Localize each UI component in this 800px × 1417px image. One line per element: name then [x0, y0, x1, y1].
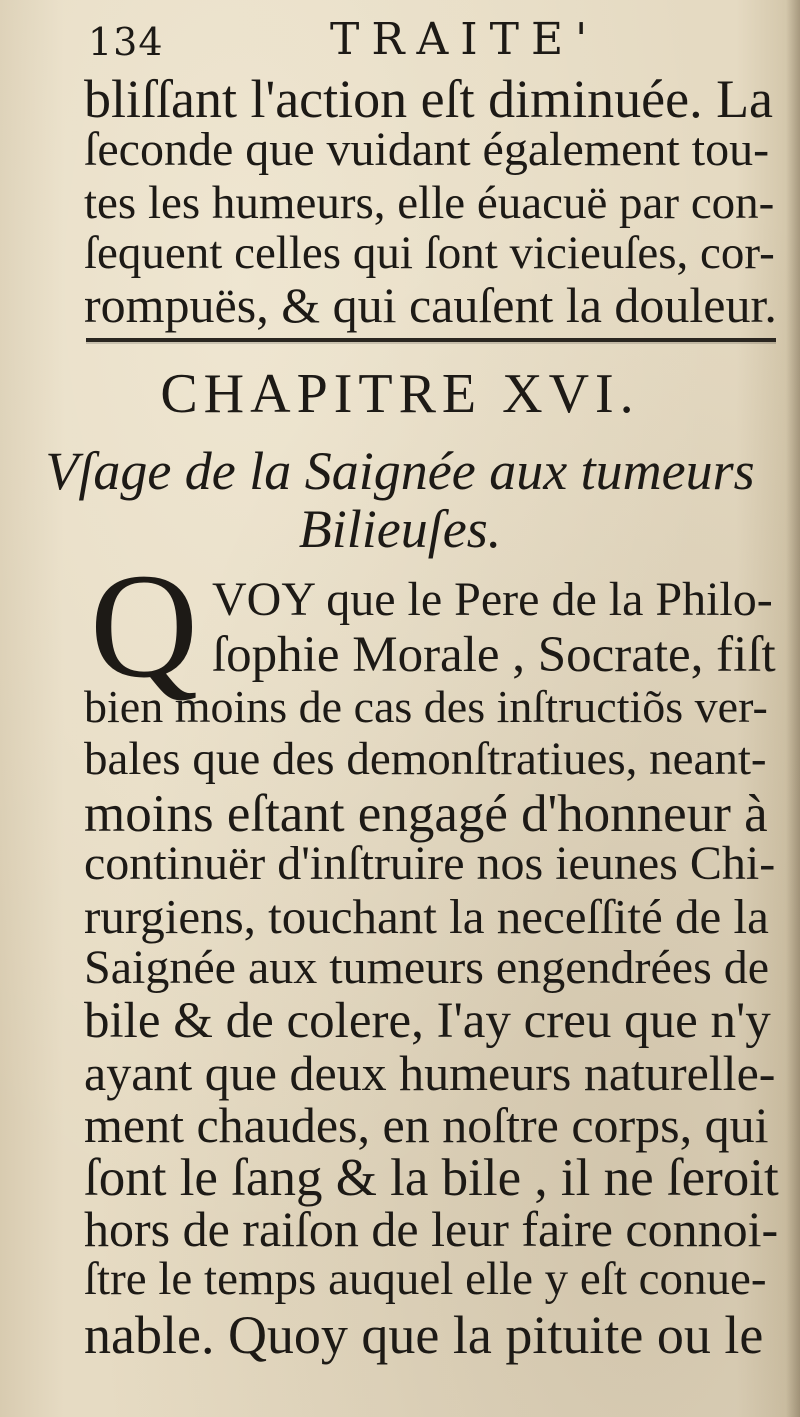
text-line: moins eſtant engagé d'honneur à — [84, 785, 768, 843]
text-line: rurgiens, touchant la neceſſité de la — [84, 889, 769, 944]
text-line: bile & de colere, I'ay creu que n'y — [84, 993, 771, 1049]
text-line: ſtre le temps auquel elle y eſt conue- — [84, 1253, 767, 1305]
text-line: continuër d'inſtruire nos ieunes Chi- — [84, 837, 776, 890]
page-number: 134 — [88, 20, 164, 64]
text-line: bales que des demonſtratiues, neant- — [84, 733, 767, 785]
drop-cap: Q — [89, 543, 199, 709]
text-line: bien moins de cas des inſtructiõs ver- — [84, 681, 768, 732]
page-header — [0, 14, 800, 74]
text-line: ſont le ſang & la bile , il ne ſeroit — [84, 1149, 779, 1207]
text-line: Saignée aux tumeurs engendrées de — [84, 941, 770, 994]
section-rule — [86, 338, 776, 342]
text-line: ſequent celles qui ſont vicieuſes, cor- — [84, 227, 775, 279]
page-edge-shadow — [786, 0, 800, 1417]
text-line: hors de raiſon de leur faire connoi- — [84, 1201, 779, 1257]
running-title: TRAITE' — [330, 14, 600, 65]
text-line: rompuës, & qui cauſent la douleur. — [84, 277, 777, 333]
chapter-heading: CHAPITRE XVI. — [160, 363, 640, 425]
chapter-subtitle-line-1: Vſage de la Saignée aux tumeurs — [45, 441, 755, 501]
text-line: ſophie Morale , Socrate, fiſt — [212, 627, 776, 683]
text-line: nable. Quoy que la pituite ou le — [84, 1305, 764, 1365]
text-line: ment chaudes, en noſtre corps, qui — [84, 1097, 769, 1153]
text-line: tes les humeurs, elle éuacuë par con- — [84, 177, 775, 229]
text-line: VOY que le Pere de la Philo- — [212, 573, 773, 626]
text-line: ayant que deux humeurs naturelle- — [84, 1045, 776, 1101]
chapter-subtitle-line-2: Bilieuſes. — [298, 499, 502, 559]
text-line: bliſſant l'action eſt diminuée. La — [84, 69, 774, 129]
text-line: ſeconde que vuidant également tou- — [84, 123, 770, 176]
